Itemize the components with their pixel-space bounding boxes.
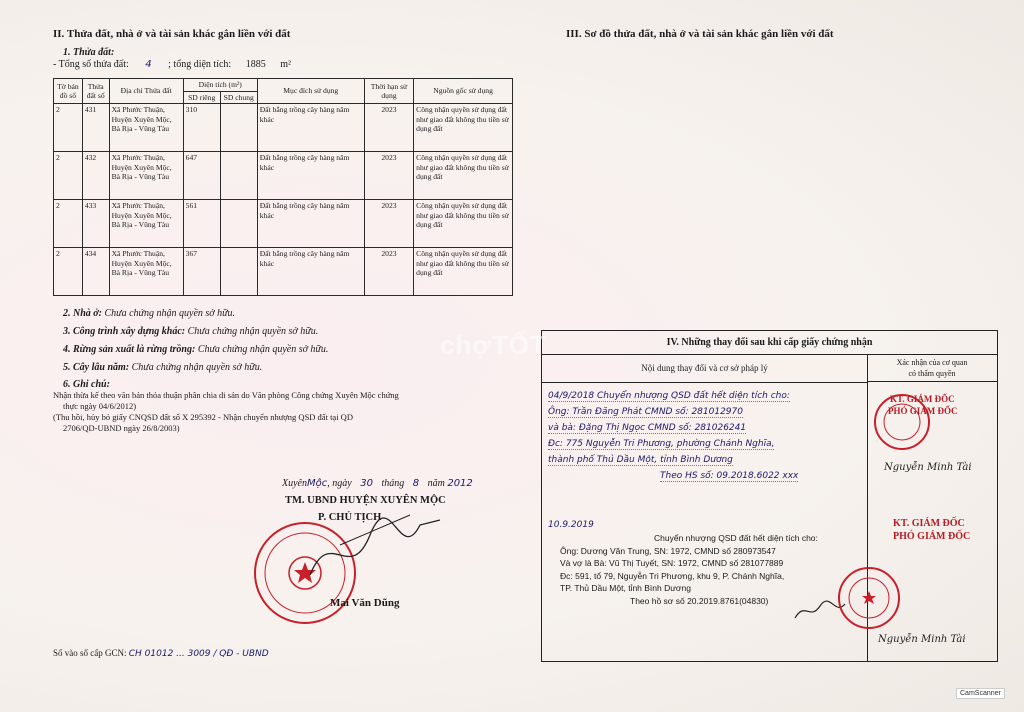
- entry2-line: Đc: 591, tổ 79, Nguyễn Tri Phương, khu 9, P. Chánh Nghĩa,: [560, 570, 785, 581]
- cell-address: Xã Phước Thuận, Huyện Xuyên Mộc, Bà Rịa - Vũng Tàu: [109, 200, 183, 248]
- entry2-signer: Nguyễn Minh Tài: [878, 634, 966, 645]
- header-parcel-no: Thửa đất số: [82, 79, 109, 104]
- parcel-summary: [53, 59, 291, 70]
- cell-origin: Công nhận quyền sử dụng đất như giao đất không thu tiền sử dụng đất: [414, 104, 513, 152]
- summary-prefix: - Tổng số thửa đất:: [53, 59, 129, 70]
- entry1-line: Theo HS số: 09.2018.6022 xxx: [660, 471, 799, 481]
- entry2-line: Theo hồ sơ số 20.2019.8761(04830): [630, 595, 769, 606]
- header-origin: Nguồn gốc sử dụng: [414, 79, 513, 104]
- item5-line: [63, 362, 262, 373]
- entry1-line: và bà: Đặng Thị Ngọc CMND số: 281026241: [548, 423, 747, 433]
- office-stamp-2: [836, 565, 902, 631]
- cell-sheet: 2: [54, 248, 83, 296]
- entry2-line: Chuyển nhượng QSD đất hết diện tích cho:: [654, 533, 818, 543]
- sign-place-hw: Mộc: [307, 478, 328, 489]
- header-shared: SD chung: [220, 91, 257, 104]
- sign-date-line: [282, 478, 473, 489]
- entry2-line: TP. Thủ Dầu Một, tỉnh Bình Dương: [560, 583, 691, 593]
- total-area: 1885: [245, 59, 266, 70]
- note-line: (Thu hồi, hủy bỏ giấy CNQSD đất số X 295392 - Nhận chuyển nhượng QSD đất tại QD: [53, 412, 353, 422]
- cell-sheet: 2: [54, 152, 83, 200]
- cell-term: 2023: [364, 248, 413, 296]
- item4-label: 4. Rừng sản xuất là rừng trồng:: [63, 344, 196, 355]
- sign-year: 2012: [447, 478, 473, 489]
- sign-date-mid: , ngày: [327, 478, 352, 489]
- cell-origin: Công nhận quyền sử dụng đất như giao đất không thu tiền sử dụng đất: [414, 248, 513, 296]
- cell-term: 2023: [364, 200, 413, 248]
- register-number: [53, 648, 269, 659]
- cell-purpose: Đất bằng trồng cây hàng năm khác: [257, 104, 364, 152]
- cell-shared: [220, 248, 257, 296]
- chairman-signature: [300, 505, 450, 595]
- section-iv-title: IV. Những thay đổi sau khi cấp giấy chứng nhận: [542, 331, 997, 355]
- cell-origin: Công nhận quyền sử dụng đất như giao đất không thu tiền sử dụng đất: [414, 200, 513, 248]
- register-value: CH 01012 ... 3009 / QĐ - UBND: [128, 649, 269, 659]
- cell-purpose: Đất bằng trồng cây hàng năm khác: [257, 248, 364, 296]
- sign-place: Xuyên: [282, 478, 307, 489]
- parcel-table: [53, 78, 513, 296]
- item6-line: [63, 379, 110, 390]
- entry2-line: Ông: Dương Văn Trung, SN: 1972, CMND số 280973547: [560, 545, 776, 556]
- entry1-line: 04/9/2018 Chuyển nhượng QSD đất hết diện tích cho:: [548, 391, 790, 401]
- signer-name: Mai Văn Dũng: [330, 597, 400, 609]
- col2-line2: có thẩm quyền: [908, 369, 956, 378]
- cell-parcel: 432: [82, 152, 109, 200]
- cell-sheet: 2: [54, 200, 83, 248]
- item2-line: [63, 308, 235, 319]
- cell-term: 2023: [364, 152, 413, 200]
- chotot-watermark: chợTỐT: [440, 330, 547, 360]
- note-line: Nhận thừa kế theo văn bản thỏa thuận phân chia di sản do Văn phòng Công chứng Xuyên Mộc chứng: [53, 390, 399, 400]
- item5-label: 5. Cây lâu năm:: [63, 362, 130, 373]
- section-iii-title: III. Sơ đồ thửa đất, nhà ở và tài sản khác gắn liền với đất: [566, 28, 834, 40]
- cell-parcel: 434: [82, 248, 109, 296]
- cell-private: 367: [183, 248, 220, 296]
- header-area: Diện tích (m²): [183, 79, 257, 92]
- item6-label: 6. Ghi chú:: [63, 379, 110, 390]
- register-label: Số vào sổ cấp GCN:: [53, 648, 127, 658]
- cell-shared: [220, 152, 257, 200]
- authority: TM. UBND HUYỆN XUYÊN MỘC: [285, 495, 446, 506]
- cell-address: Xã Phước Thuận, Huyện Xuyên Mộc, Bà Rịa - Vũng Tàu: [109, 104, 183, 152]
- section-ii-title: II. Thửa đất, nhà ở và tài sản khác gắn liền với đất: [53, 28, 291, 40]
- col2-line1: Xác nhận của cơ quan: [896, 358, 968, 367]
- stamp1-title: KT. GIÁM ĐỐC: [890, 394, 955, 404]
- sign-year-label: năm: [427, 478, 445, 489]
- cell-shared: [220, 104, 257, 152]
- entry2-date: 10.9.2019: [548, 520, 594, 530]
- cell-private: 647: [183, 152, 220, 200]
- column-header-content: Nội dung thay đổi và cơ sở pháp lý: [542, 354, 867, 383]
- table-row: [54, 200, 513, 248]
- cell-origin: Công nhận quyền sử dụng đất như giao đất không thu tiền sử dụng đất: [414, 152, 513, 200]
- item2-label: 2. Nhà ở:: [63, 308, 102, 319]
- cell-term: 2023: [364, 104, 413, 152]
- area-label: ; tổng diện tích:: [168, 59, 232, 70]
- table-row: [54, 104, 513, 152]
- entry1-signer: Nguyễn Minh Tài: [884, 462, 972, 473]
- cell-address: Xã Phước Thuận, Huyện Xuyên Mộc, Bà Rịa - Vũng Tàu: [109, 248, 183, 296]
- position: P. CHỦ TỊCH: [318, 512, 382, 523]
- cell-purpose: Đất bằng trồng cây hàng năm khác: [257, 152, 364, 200]
- item1-label: 1. Thửa đất:: [63, 47, 115, 58]
- item5-value: Chưa chứng nhận quyền sở hữu.: [131, 362, 263, 373]
- cell-sheet: 2: [54, 104, 83, 152]
- cell-shared: [220, 200, 257, 248]
- sign-month-label: tháng: [381, 478, 405, 489]
- camscanner-badge: CamScanner: [956, 688, 1005, 699]
- item3-label: 3. Công trình xây dựng khác:: [63, 326, 186, 337]
- header-purpose: Mục đích sử dụng: [257, 79, 364, 104]
- item2-value: Chưa chứng nhận quyền sở hữu.: [104, 308, 236, 319]
- cell-private: 310: [183, 104, 220, 152]
- area-unit: m²: [280, 59, 291, 70]
- item3-line: [63, 326, 318, 337]
- cell-private: 561: [183, 200, 220, 248]
- entry1-line: Ông: Trần Đăng Phát CMND số: 281012970: [548, 407, 743, 417]
- cell-address: Xã Phước Thuận, Huyện Xuyên Mộc, Bà Rịa - Vũng Tàu: [109, 152, 183, 200]
- parcel-count: 4: [145, 59, 152, 70]
- header-term: Thời hạn sử dụng: [364, 79, 413, 104]
- item3-value: Chưa chứng nhận quyền sở hữu.: [187, 326, 319, 337]
- changes-box: [541, 330, 998, 662]
- header-map-sheet: Tờ bản đồ số: [54, 79, 83, 104]
- entry1-line: Đc: 775 Nguyễn Tri Phương, phường Chánh Nghĩa,: [548, 439, 775, 449]
- note-line: 2706/QD-UBND ngày 26/8/2003): [63, 423, 180, 433]
- stamp2-sub: PHÓ GIÁM ĐỐC: [893, 531, 971, 542]
- header-private: SD riêng: [183, 91, 220, 104]
- table-row: [54, 248, 513, 296]
- cell-parcel: 433: [82, 200, 109, 248]
- header-address: Địa chỉ Thửa đất: [109, 79, 183, 104]
- stamp1-sub: PHÓ GIÁM ĐỐC: [888, 406, 958, 416]
- entry1-line: thành phố Thủ Dầu Một, tỉnh Bình Dương: [548, 455, 733, 465]
- cell-purpose: Đất bằng trồng cây hàng năm khác: [257, 200, 364, 248]
- table-row: [54, 152, 513, 200]
- item4-value: Chưa chứng nhận quyền sở hữu.: [197, 344, 329, 355]
- stamp2-title: KT. GIÁM ĐỐC: [893, 518, 965, 529]
- sign-day: 30: [360, 478, 373, 489]
- item4-line: [63, 344, 328, 355]
- column-header-authority: [867, 354, 997, 382]
- cell-parcel: 431: [82, 104, 109, 152]
- sign-month: 8: [412, 478, 420, 489]
- entry2-line: Và vợ là Bà: Vũ Thị Tuyết, SN: 1972, CMND số 281077889: [560, 558, 784, 568]
- note-line: thực ngày 04/6/2012): [63, 401, 137, 411]
- notes-block: [53, 390, 513, 434]
